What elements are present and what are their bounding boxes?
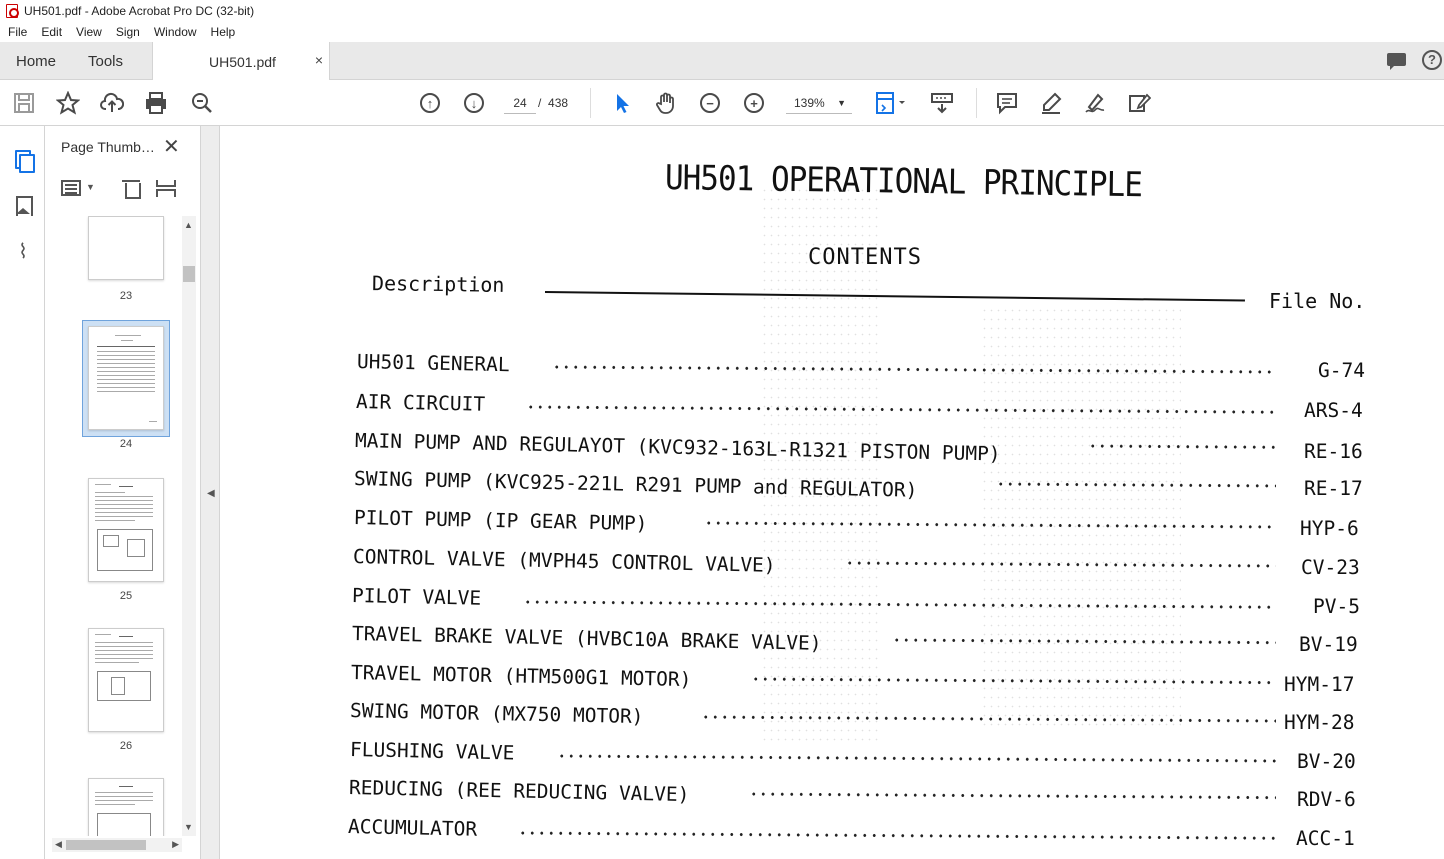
toc-leader-dots — [701, 714, 1276, 724]
toc-row — [221, 584, 1444, 618]
zoom-level-select[interactable] — [786, 92, 852, 114]
tab-document-label: UH501.pdf — [209, 54, 276, 70]
scroll-left-icon[interactable]: ◀ — [55, 839, 62, 849]
window-title: UH501.pdf - Adobe Acrobat Pro DC (32-bit) — [24, 4, 255, 18]
toc-file-number: HYM-28 — [1284, 711, 1355, 734]
page-thumbnails-panel — [46, 126, 200, 859]
toc-leader-dots — [1088, 443, 1276, 450]
star-icon[interactable] — [56, 91, 80, 115]
menu-sign[interactable]: Sign — [115, 25, 140, 39]
thumbnail-list[interactable] — [46, 216, 182, 836]
toc-row — [221, 815, 1444, 850]
highlight-pen-icon[interactable] — [1039, 91, 1063, 115]
thumbnail-page-24[interactable] — [88, 326, 164, 430]
scroll-up-icon[interactable]: ▲ — [184, 220, 193, 230]
thumbnail-options-icon[interactable] — [61, 180, 81, 196]
extract-pages-icon[interactable] — [154, 178, 174, 198]
collapse-left-icon[interactable]: ◀ — [207, 488, 215, 499]
thumbnail-label: 26 — [119, 740, 133, 752]
document-view[interactable] — [221, 126, 1444, 859]
comment-chat-icon[interactable] — [1386, 50, 1408, 72]
document-heading: UH501 OPERATIONAL PRINCIPLE — [664, 158, 1143, 206]
toc-file-number: RE-17 — [1304, 477, 1363, 500]
print-icon[interactable] — [144, 91, 168, 115]
trash-icon[interactable] — [122, 178, 140, 198]
toc-file-number: G-74 — [1318, 359, 1365, 382]
toc-description: TRAVEL BRAKE VALVE (HVBC10A BRAKE VALVE) — [351, 622, 822, 655]
tab-document[interactable] — [152, 42, 330, 80]
toc-file-number: RE-16 — [1304, 440, 1363, 463]
scroll-right-icon[interactable]: ▶ — [172, 839, 179, 849]
toc-description: ACCUMULATOR — [347, 815, 478, 841]
scrollbar-thumb[interactable] — [66, 840, 146, 850]
scroll-down-icon[interactable]: ▼ — [184, 822, 193, 832]
tab-bar — [0, 42, 1444, 80]
page-thumbnails-icon[interactable] — [11, 148, 35, 172]
next-page-icon[interactable]: ↓ — [462, 91, 486, 115]
toc-row — [221, 429, 1444, 466]
bookmark-icon[interactable] — [11, 194, 35, 218]
toc-description: PILOT PUMP (IP GEAR PUMP) — [353, 506, 648, 536]
main-toolbar — [0, 80, 1444, 126]
toc-leader-dots — [518, 830, 1276, 841]
menu-view[interactable]: View — [76, 25, 102, 39]
page-total-label — [538, 96, 568, 110]
thumbnail-label: 24 — [119, 438, 133, 450]
toc-leader-dots — [892, 637, 1276, 646]
attachment-paperclip-icon[interactable]: ⌇ — [18, 241, 28, 263]
toc-file-number: BV-20 — [1297, 750, 1356, 773]
chevron-down-icon[interactable]: ▼ — [86, 182, 95, 192]
toc-row — [221, 699, 1444, 734]
upload-cloud-icon[interactable] — [100, 91, 124, 115]
page-separator: / — [538, 96, 542, 110]
left-navigation-rail — [0, 126, 45, 859]
tab-close-icon[interactable]: × — [314, 52, 323, 68]
thumbnail-page-23[interactable] — [88, 216, 164, 280]
thumbnail-label: 23 — [119, 290, 133, 302]
toc-description: FLUSHING VALVE — [349, 738, 515, 765]
previous-page-icon[interactable]: ↑ — [418, 91, 442, 115]
toc-description: TRAVEL MOTOR (HTM500G1 MOTOR) — [350, 661, 692, 692]
toc-row — [221, 506, 1444, 540]
thumbnail-page-27[interactable] — [88, 778, 164, 836]
zoom-out-icon[interactable]: − — [698, 91, 722, 115]
toc-row — [221, 738, 1444, 773]
toc-description: UH501 GENERAL — [356, 350, 510, 377]
toc-file-number: CV-23 — [1301, 556, 1360, 579]
toc-leader-dots — [845, 560, 1276, 569]
panel-close-icon[interactable]: ✕ — [163, 136, 180, 158]
toc-row — [221, 661, 1444, 696]
menu-file[interactable]: File — [8, 25, 28, 39]
menu-window[interactable]: Window — [153, 25, 197, 39]
toc-file-number: BV-19 — [1299, 633, 1358, 656]
hand-tool-icon[interactable] — [654, 91, 678, 115]
chevron-down-icon: ▼ — [837, 98, 846, 108]
panel-title: Page Thumb… — [61, 139, 155, 155]
toc-file-number: PV-5 — [1313, 595, 1360, 618]
toc-row — [221, 545, 1444, 579]
scrollbar-thumb[interactable] — [183, 266, 195, 282]
toc-description: REDUCING (REE REDUCING VALVE) — [348, 776, 690, 807]
toc-description: PILOT VALVE — [351, 584, 482, 610]
toolbar-divider — [976, 88, 977, 118]
find-zoom-icon[interactable] — [190, 91, 214, 115]
toc-description: CONTROL VALVE (MVPH45 CONTROL VALVE) — [352, 545, 776, 577]
comment-icon[interactable] — [995, 91, 1019, 115]
toc-file-number: HYP-6 — [1300, 517, 1359, 540]
menu-edit[interactable]: Edit — [41, 25, 63, 39]
toc-file-number: ARS-4 — [1304, 399, 1363, 422]
toc-file-number: RDV-6 — [1297, 788, 1356, 811]
toc-description: MAIN PUMP AND REGULAYOT (KVC932-163L-R1321 PISTON PUMP) — [354, 429, 1001, 466]
toc-description: AIR CIRCUIT — [355, 390, 486, 416]
toc-description: SWING PUMP (KVC925-221L R291 PUMP and REGULATOR) — [353, 467, 918, 502]
toc-leader-dots — [552, 364, 1276, 375]
save-icon[interactable] — [12, 91, 36, 115]
thumbnail-vertical-scrollbar[interactable] — [182, 216, 196, 836]
toc-row — [221, 622, 1444, 656]
thumbnail-page-26[interactable] — [88, 628, 164, 732]
thumbnail-label: 25 — [119, 590, 133, 602]
zoom-level-value: 139% — [794, 96, 825, 110]
toc-file-number: ACC-1 — [1296, 827, 1355, 850]
toc-row — [221, 350, 1444, 380]
toc-file-number: HYM-17 — [1284, 673, 1355, 696]
toc-leader-dots — [526, 404, 1276, 415]
file-no-column-header: File No. — [1269, 289, 1366, 313]
page-total: 438 — [548, 96, 569, 110]
description-column-header: Description — [371, 271, 505, 297]
fit-page-icon[interactable] — [874, 91, 908, 115]
contents-label: CONTENTS — [808, 245, 922, 270]
thumbnail-page-25[interactable] — [88, 478, 164, 582]
select-pointer-icon[interactable] — [610, 91, 634, 115]
title-bar — [0, 0, 1444, 22]
sign-pen-icon[interactable] — [1083, 91, 1107, 115]
panel-toolbar — [46, 170, 200, 206]
toc-row — [221, 467, 1444, 502]
thumbnail-horizontal-scrollbar[interactable] — [52, 838, 182, 852]
toc-leader-dots — [704, 520, 1276, 530]
menu-help[interactable]: Help — [210, 25, 236, 39]
toc-row — [221, 776, 1444, 811]
toc-leader-dots — [557, 753, 1276, 764]
toc-leader-dots — [523, 599, 1276, 610]
toc-row — [221, 390, 1444, 420]
toc-leader-dots — [749, 791, 1276, 801]
toc-leader-dots — [996, 481, 1276, 489]
toolbar-divider — [590, 88, 591, 118]
help-icon[interactable]: ? — [1422, 50, 1442, 70]
header-rule — [545, 291, 1245, 302]
zoom-in-icon[interactable]: + — [742, 91, 766, 115]
acrobat-pdf-icon — [6, 4, 18, 18]
panel-collapse-strip[interactable] — [200, 126, 220, 859]
toc-description: SWING MOTOR (MX750 MOTOR) — [349, 699, 644, 729]
menu-bar — [0, 22, 1444, 42]
edit-tools-icon[interactable] — [1127, 91, 1151, 115]
tab-home[interactable]: Home — [16, 53, 57, 70]
page-number-input[interactable]: 24 — [504, 92, 536, 114]
tab-tools[interactable]: Tools — [88, 53, 124, 70]
toc-leader-dots — [751, 676, 1276, 686]
scroll-mode-icon[interactable] — [930, 91, 954, 115]
